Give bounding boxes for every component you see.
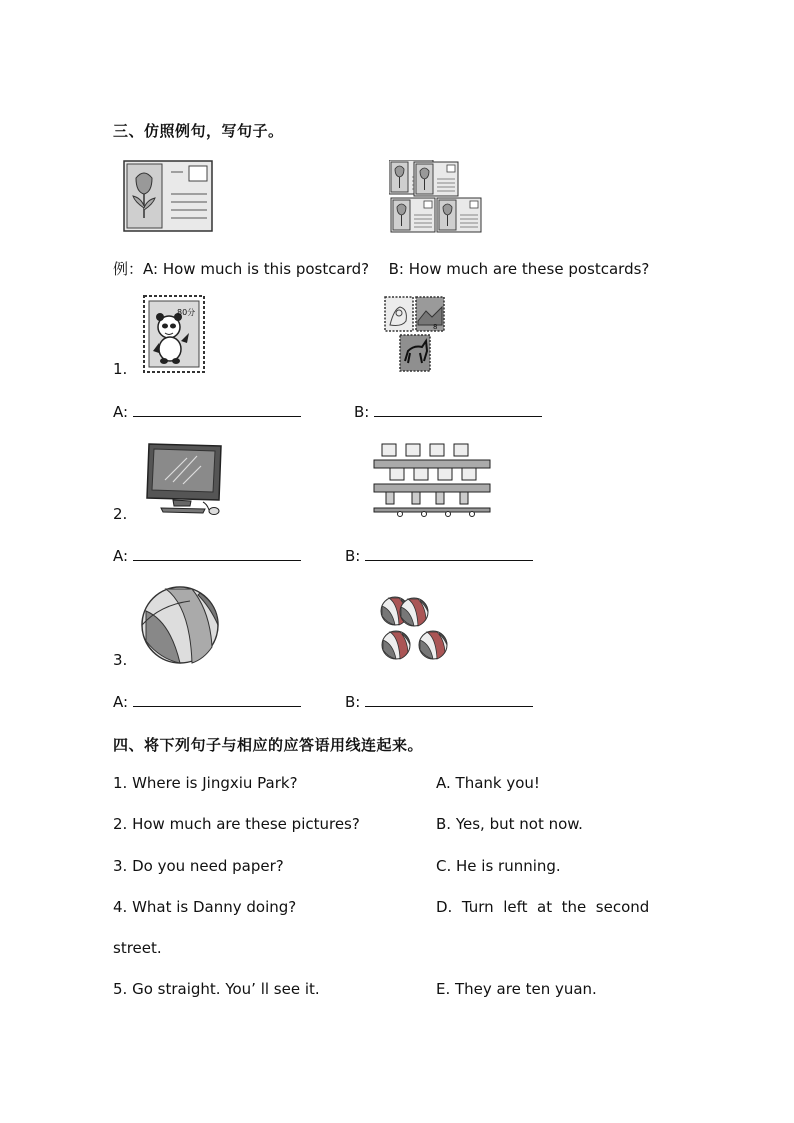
answer-d: D. Turn left at the second <box>436 898 650 916</box>
item-3-answer-a <box>113 692 301 711</box>
item-1-number: 1. <box>113 360 128 378</box>
item-3-answer-b <box>345 692 533 711</box>
question-1: 1. Where is Jingxiu Park? <box>113 774 298 792</box>
item-2-answer-b <box>345 546 533 565</box>
item-1-b-blank[interactable] <box>374 402 542 417</box>
computers-plural-image <box>372 440 492 518</box>
answer-e: E. They are ten yuan. <box>436 980 597 998</box>
panda-stamp-image <box>143 295 205 373</box>
example-question-a: A: How much is this postcard? <box>143 260 370 278</box>
question-4: 4. What is Danny doing? <box>113 898 297 916</box>
item-1-answer-a <box>113 402 301 421</box>
item-2-number: 2. <box>113 505 128 523</box>
item-2-a-label: A: <box>113 547 129 565</box>
item-3-b-blank[interactable] <box>365 692 533 707</box>
item-1-answer-b <box>354 402 542 421</box>
item-1-b-label: B: <box>354 403 370 421</box>
stamp-value-label: 80分 <box>177 308 196 317</box>
question-2: 2. How much are these pictures? <box>113 815 360 833</box>
answer-d-continued: street. <box>113 939 162 957</box>
computer-monitor-image <box>143 440 225 518</box>
stamps-plural-image <box>384 295 446 373</box>
example-prefix: 例： <box>113 260 144 278</box>
item-2-b-label: B: <box>345 547 361 565</box>
stamp-value-label-2: 8 <box>433 323 438 331</box>
question-5: 5. Go straight. You’ ll see it. <box>113 980 320 998</box>
item-2-b-blank[interactable] <box>365 546 533 561</box>
example-sentence <box>113 258 649 279</box>
question-3: 3. Do you need paper? <box>113 857 284 875</box>
item-2-a-blank[interactable] <box>133 546 301 561</box>
item-3-a-blank[interactable] <box>133 692 301 707</box>
item-1-a-label: A: <box>113 403 129 421</box>
postcard-single-image <box>123 160 213 232</box>
postcards-plural-image <box>389 160 485 234</box>
ball-single-image <box>140 585 220 665</box>
balls-plural-image <box>380 596 452 664</box>
item-3-a-label: A: <box>113 693 129 711</box>
section-3-heading: 三、仿照例句，写句子。 <box>113 122 284 140</box>
answer-b: B. Yes, but not now. <box>436 815 583 833</box>
section-4-heading: 四、将下列句子与相应的应答语用线连起来。 <box>113 736 424 754</box>
example-question-b: B: How much are these postcards? <box>388 260 650 278</box>
item-3-b-label: B: <box>345 693 361 711</box>
answer-c: C. He is running. <box>436 857 561 875</box>
answer-a: A. Thank you! <box>436 774 540 792</box>
item-2-answer-a <box>113 546 301 565</box>
item-1-a-blank[interactable] <box>133 402 301 417</box>
item-3-number: 3. <box>113 651 128 669</box>
